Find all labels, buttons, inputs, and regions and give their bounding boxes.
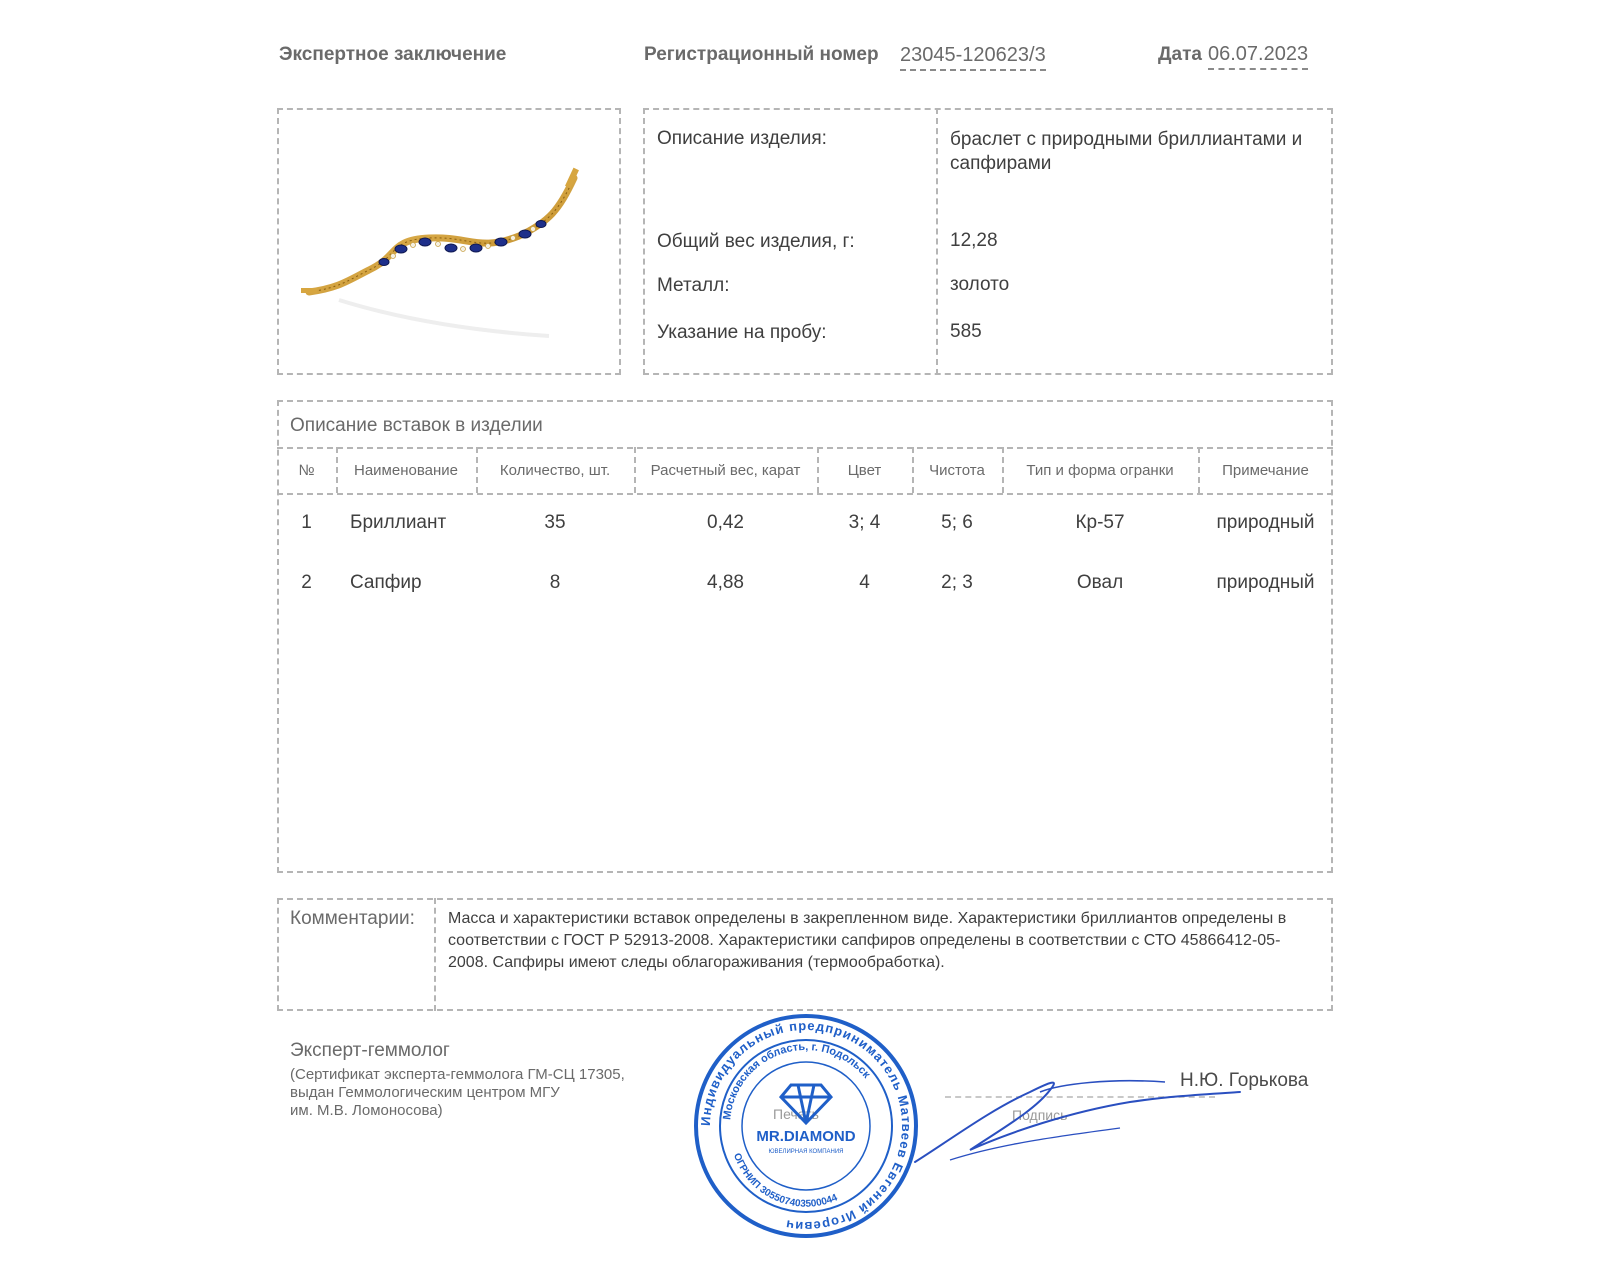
date-label: Дата bbox=[1158, 44, 1202, 65]
inserts-header-divider bbox=[277, 493, 1333, 495]
cell-number: 2 bbox=[301, 572, 312, 593]
stamp-outer-textpath: Индивидуальный предприниматель Матвеев Евгений Игоревич bbox=[697, 1017, 915, 1235]
item-description-label: Описание изделия: bbox=[657, 128, 827, 149]
item-hallmark-label: Указание на пробу: bbox=[657, 322, 827, 343]
stamp-inner-textpath: Московская область, г. Подольск bbox=[721, 1040, 873, 1121]
cell-quantity: 8 bbox=[549, 572, 561, 593]
item-hallmark-value: 585 bbox=[950, 321, 982, 342]
expert-cert-line3: им. М.В. Ломоносова) bbox=[290, 1102, 443, 1119]
item-weight-label: Общий вес изделия, г: bbox=[657, 231, 855, 252]
item-metal-label: Металл: bbox=[657, 275, 730, 296]
item-weight-value: 12,28 bbox=[950, 230, 998, 251]
reg-number-label: Регистрационный номер bbox=[644, 44, 879, 65]
cell-clarity: 5; 6 bbox=[941, 512, 973, 533]
col-header-clarity: Чистота bbox=[929, 462, 985, 479]
cell-weight: 4,88 bbox=[707, 572, 744, 593]
item-table-divider bbox=[936, 108, 938, 375]
inserts-title-divider bbox=[277, 447, 1333, 449]
col-header-number: № bbox=[298, 462, 315, 479]
col-header-cut: Тип и форма огранки bbox=[1026, 462, 1174, 479]
cell-weight: 0,42 bbox=[707, 512, 744, 533]
reg-number-value: 23045-120623/3 bbox=[900, 44, 1046, 71]
stamp-placeholder-label: Печать bbox=[773, 1106, 819, 1122]
bracelet-image bbox=[279, 110, 619, 373]
cell-color: 3; 4 bbox=[848, 512, 881, 533]
cell-note: природный bbox=[1216, 512, 1315, 533]
cell-color: 4 bbox=[859, 572, 870, 593]
cell-cut: Кр-57 bbox=[1075, 512, 1125, 533]
stamp-brand: MR.DIAMOND bbox=[756, 1128, 856, 1145]
comments-label: Комментарии: bbox=[290, 908, 415, 929]
col-header-quantity: Количество, шт. bbox=[499, 462, 611, 479]
stamp-ogrn-textpath: ОГРНИП 305507403500044 bbox=[730, 1151, 840, 1210]
comments-divider bbox=[434, 898, 436, 1011]
col-header-name: Наименование bbox=[354, 462, 458, 479]
stamp-ogrn-text bbox=[731, 1152, 840, 1210]
cell-quantity: 35 bbox=[544, 512, 566, 533]
expert-title: Эксперт-геммолог bbox=[290, 1040, 450, 1061]
item-photo-box bbox=[277, 108, 621, 375]
signature-scribble bbox=[910, 1070, 1250, 1170]
col-header-color: Цвет bbox=[847, 462, 882, 479]
col-header-note: Примечание bbox=[1222, 462, 1309, 479]
stamp-tagline: ЮВЕЛИРНАЯ КОМПАНИЯ bbox=[768, 1149, 844, 1155]
document-title: Экспертное заключение bbox=[279, 44, 507, 65]
expert-name: Н.Ю. Горькова bbox=[1180, 1070, 1309, 1091]
signature-placeholder-label: Подпись bbox=[1012, 1107, 1068, 1123]
item-description-value: браслет с природными бриллиантами и сапфирами bbox=[950, 129, 1303, 174]
cell-cut: Овал bbox=[1076, 572, 1124, 593]
company-stamp bbox=[693, 1013, 919, 1239]
cell-note: природный bbox=[1216, 572, 1315, 593]
stamp-text-layer bbox=[693, 1013, 919, 1239]
cell-number: 1 bbox=[301, 512, 312, 533]
cell-name: Бриллиант bbox=[350, 512, 447, 533]
inserts-title: Описание вставок в изделии bbox=[290, 415, 543, 436]
expert-cert-line2: выдан Геммологическим центром МГУ bbox=[290, 1084, 560, 1101]
comments-text: Масса и характеристики вставок определены в закрепленном виде. Характеристики бриллиантов определены в соответствии с ГОСТ Р 52913-2008. Характеристики сапфиров определены в соответствии с СТО 45866412-05-2008. Сапфиры имеют следы облагораживания (термообработка). bbox=[448, 910, 1287, 971]
col-header-weight: Расчетный вес, карат bbox=[650, 462, 801, 479]
date-value: 06.07.2023 bbox=[1208, 43, 1308, 70]
expert-cert-line1: (Сертификат эксперта-геммолога ГМ-СЦ 17305, bbox=[290, 1066, 625, 1083]
cell-clarity: 2; 3 bbox=[941, 572, 973, 593]
cell-name: Сапфир bbox=[350, 572, 422, 593]
item-metal-value: золото bbox=[950, 274, 1010, 295]
